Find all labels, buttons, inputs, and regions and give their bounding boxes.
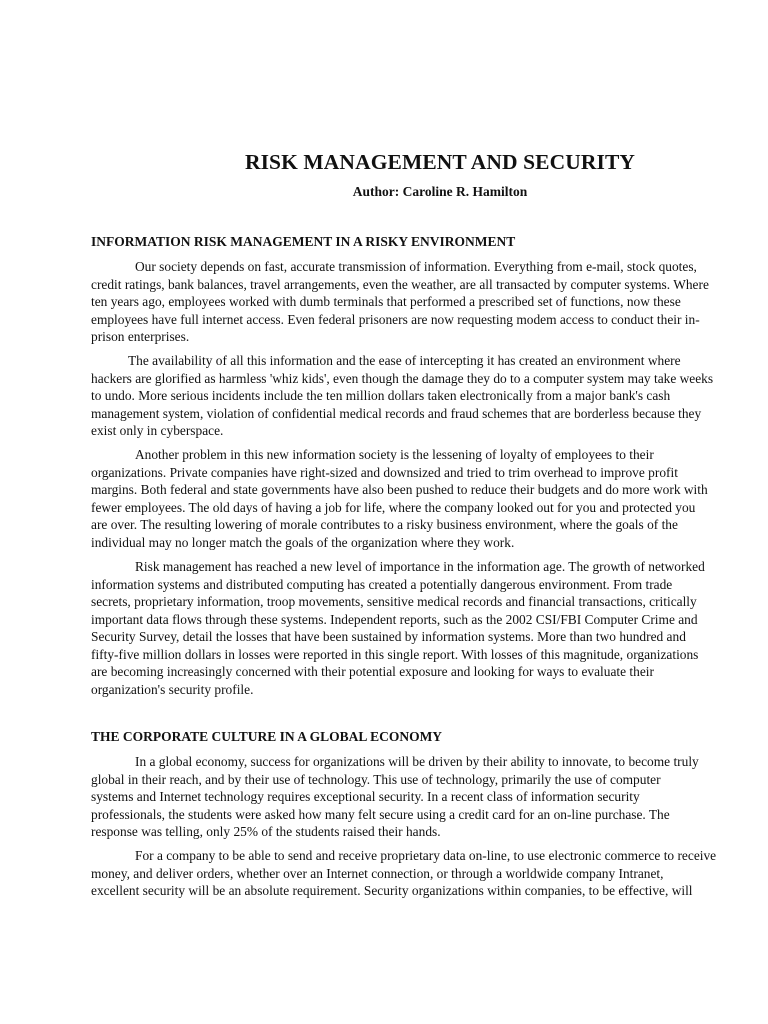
paragraph-line: Security Survey, detail the losses that have been sustained by information systems. More than two hundred and [91, 629, 686, 644]
paragraph [91, 352, 713, 440]
paragraph-line: For a company to be able to send and receive proprietary data on-line, to use electronic commerce to receive [135, 848, 717, 863]
paragraph-line: fifty-five million dollars in losses were reported in this single report. With losses of this magnitude, organizations [91, 646, 699, 662]
paragraph-line: individual may no longer match the goals of the organization where they work. [91, 534, 515, 550]
paragraph-line: employees have full internet access. Even federal prisoners are now requesting modem access to conduct their in- [91, 311, 700, 327]
paragraph-line: exist only in cyberspace. [91, 423, 224, 438]
paragraph [91, 558, 705, 698]
paragraph-line: organization's security profile. [91, 681, 254, 697]
paragraph [91, 847, 716, 900]
section-heading-risk-management: INFORMATION RISK MANAGEMENT IN A RISKY ENVIRONMENT [91, 234, 516, 249]
section-heading-corporate-culture: THE CORPORATE CULTURE IN A GLOBAL ECONOMY [91, 729, 443, 744]
paragraph-line: are becoming increasingly concerned with their potential exposure and looking for ways to evaluate their [91, 664, 654, 679]
paragraph-line: to undo. More serious incidents include the ten million dollars taken electronically from a major bank's cash [91, 388, 671, 403]
paragraph-line: prison enterprises. [91, 329, 190, 344]
paragraph-line: excellent security will be an absolute requirement. Security organizations within companies, to be effective, will [91, 883, 693, 898]
paragraph-line: information systems and distributed computing has created a potentially dangerous environment. From trade [91, 576, 673, 592]
paragraph-line: credit ratings, bank balances, travel arrangements, even the weather, are all transacted by computer systems. Where [91, 276, 709, 292]
paragraph-line: In a global economy, success for organizations will be driven by their ability to innovate, to become truly [135, 754, 699, 769]
paragraph-line: The availability of all this information and the ease of intercepting it has created an environment where [128, 353, 681, 368]
paragraph-line: are over. The resulting lowering of morale contributes to a risky business environment, where the goals of the [91, 517, 678, 532]
paragraph-line: Another problem in this new information society is the lessening of loyalty of employees to their [135, 447, 654, 462]
document-title: RISK MANAGEMENT AND SECURITY [244, 150, 636, 174]
paragraph-line: margins. Both federal and state governments have also been pushed to reduce their budgets and do more work with [91, 482, 708, 497]
paragraph [91, 446, 708, 551]
paragraph-line: money, and deliver orders, whether over an Internet connection, or through a worldwide company Intranet, [91, 865, 664, 881]
paragraph [91, 753, 699, 841]
document-author: Author: Caroline R. Hamilton [352, 184, 528, 199]
paragraph-line: fewer employees. The old days of having a job for life, where the company looked out for you and protected you [91, 499, 696, 515]
paragraph-line: secrets, proprietary information, troop movements, sensitive medical records and financial transactions, critically [91, 594, 697, 609]
paragraph-line: systems and Internet technology requires exceptional security. In a recent class of information security [91, 789, 640, 804]
paragraph-line: hackers are glorified as harmless 'whiz kids', even though the damage they do to a computer system may take weeks [91, 370, 714, 386]
paragraph-line: organizations. Private companies have right-sized and downsized and tried to trim overhead to improve profit [91, 464, 678, 480]
paragraph-line: ten years ago, employees worked with dumb terminals that performed a prescribed set of functions, now these [91, 294, 681, 309]
paragraph-line: professionals, the students were asked how many felt secure using a credit card for an on-line purchase. The [91, 806, 670, 822]
paragraph-line: Risk management has reached a new level of importance in the information age. The growth of networked [135, 559, 705, 574]
paragraph-line: Our society depends on fast, accurate transmission of information. Everything from e-mail, stock quotes, [135, 259, 697, 274]
paragraph-line: global in their reach, and by their use of technology. This use of technology, primarily the use of computer [91, 771, 661, 787]
paragraph-line: important data flows through these systems. Independent reports, such as the 2002 CSI/FBI Computer Crime and [91, 611, 698, 627]
paragraph [91, 258, 709, 346]
paragraph-line: management system, violation of confidential medical records and fraud schemes that are borderless because they [91, 405, 702, 421]
paragraph-line: response was telling, only 25% of the students raised their hands. [91, 824, 441, 839]
